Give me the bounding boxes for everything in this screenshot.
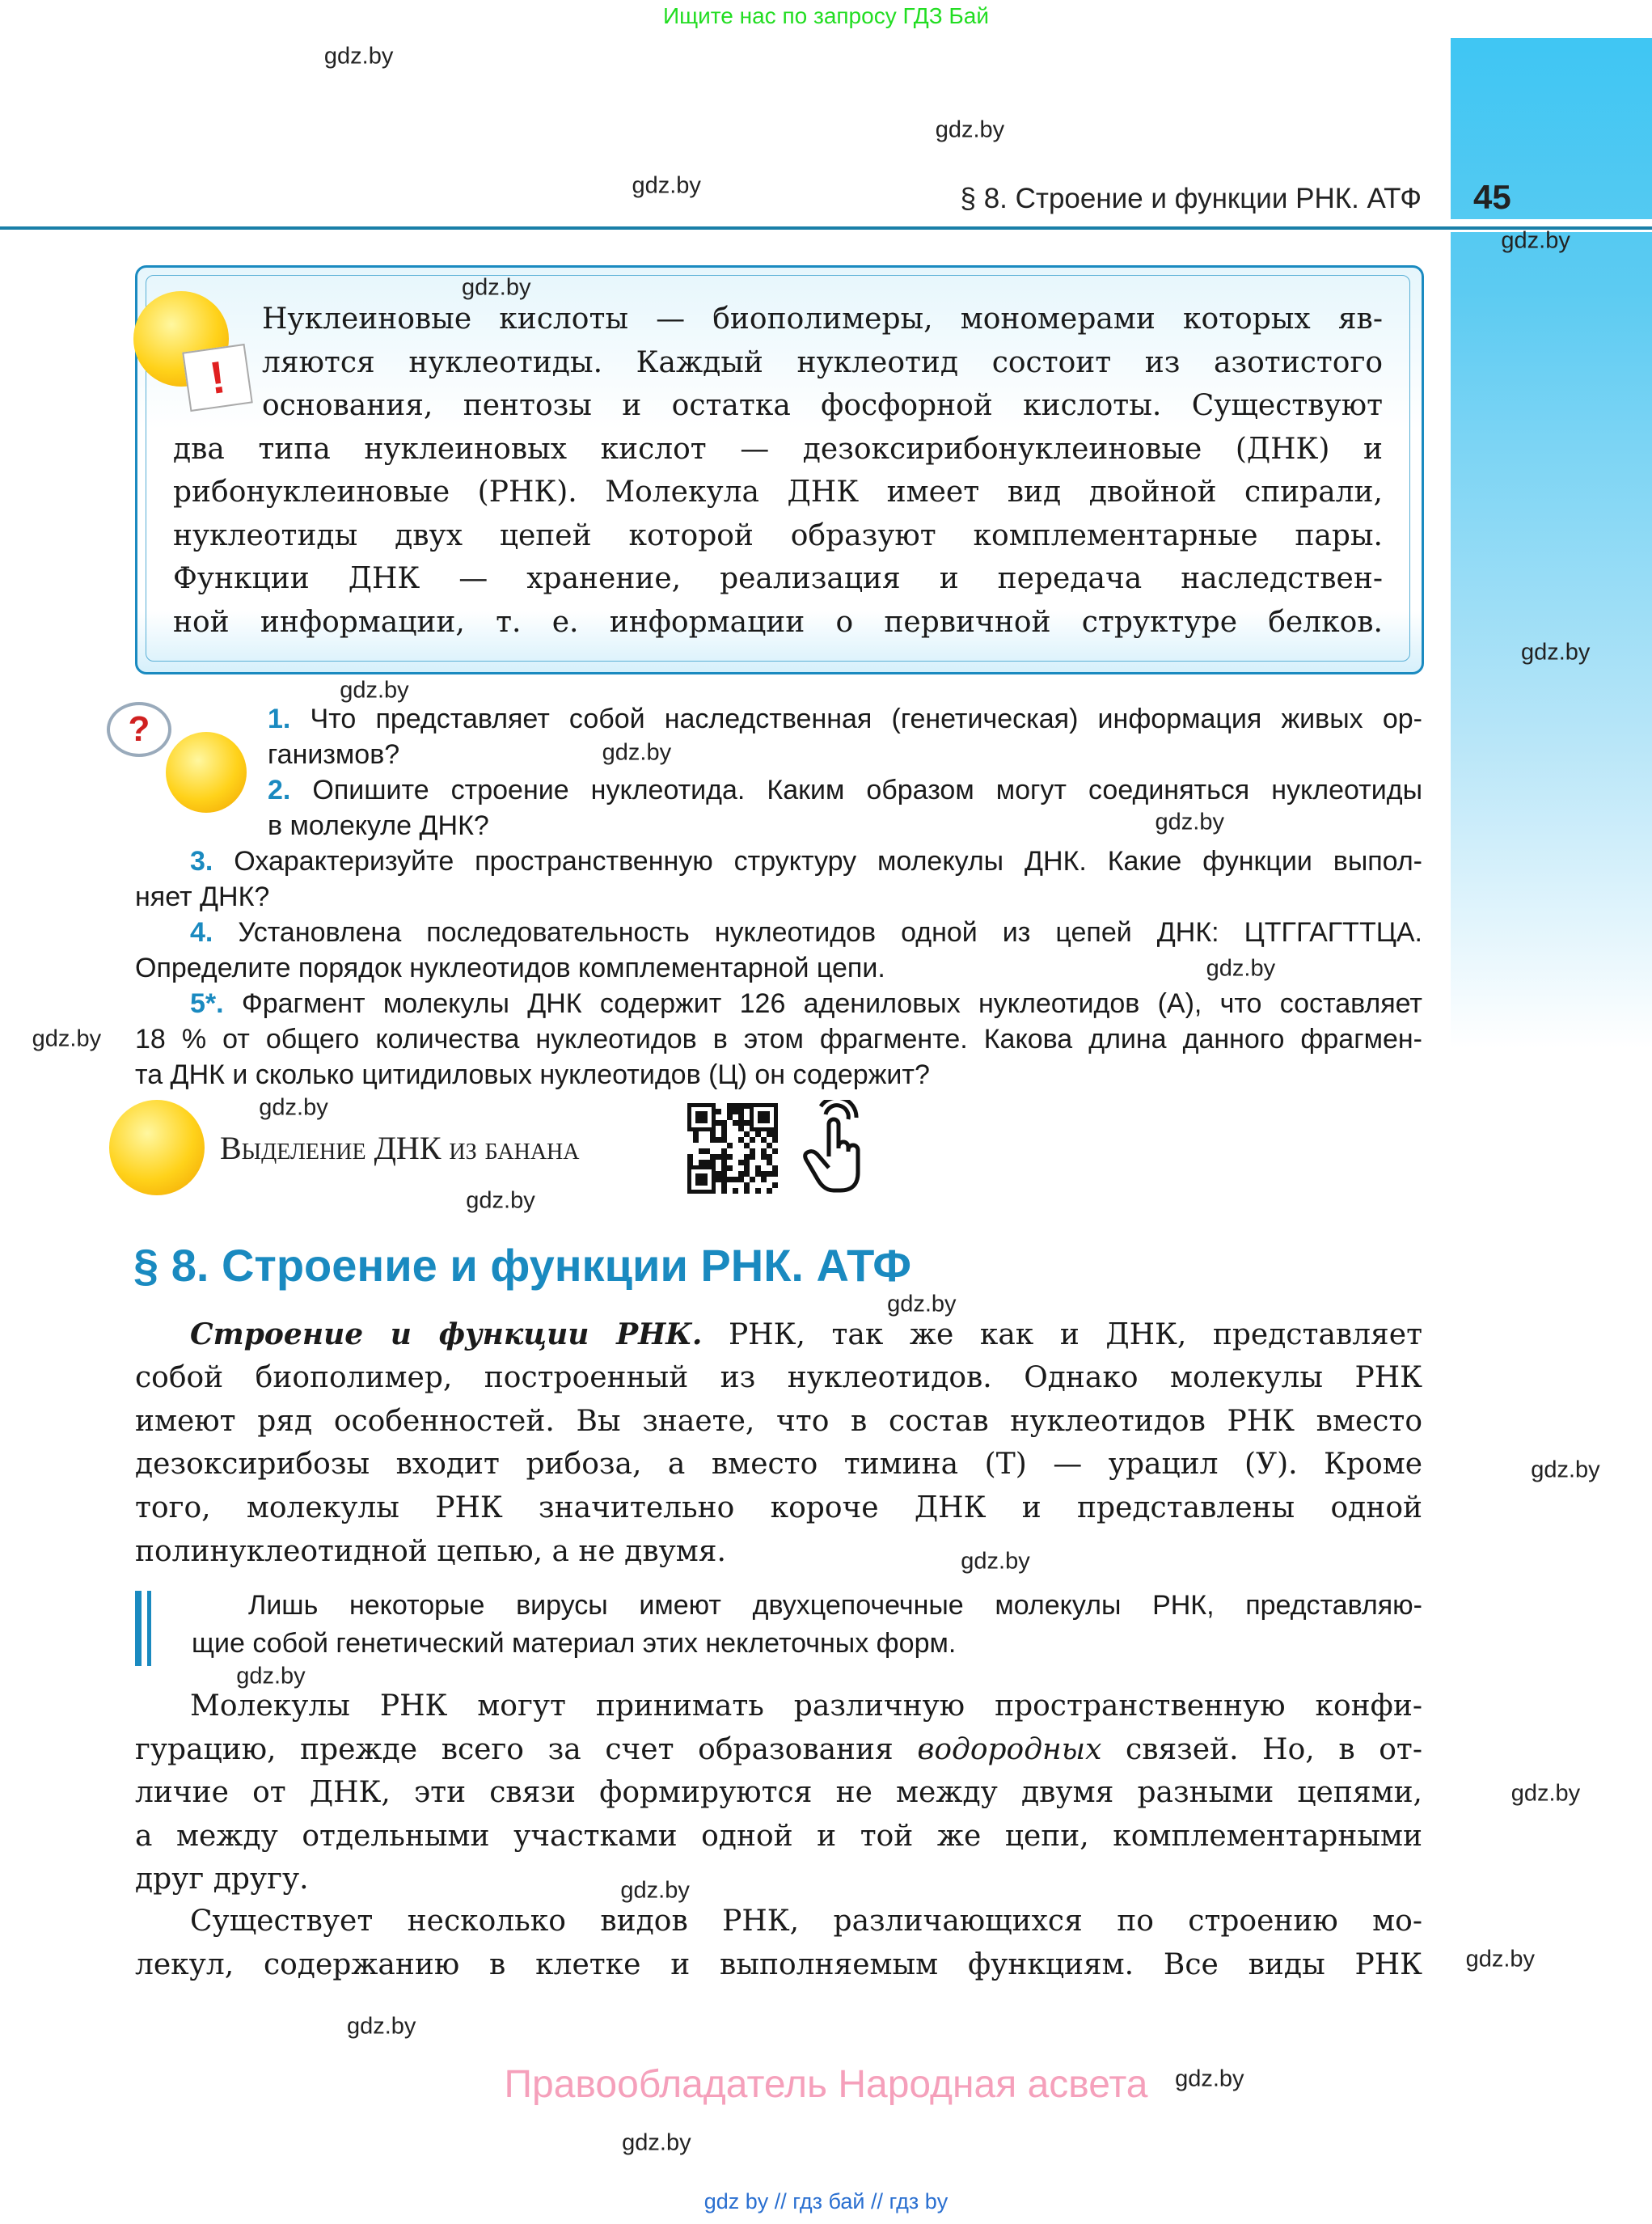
note-line: Лишь некоторые вирусы имеют двухцепочечные молекулы РНК, представляю- [248,1590,1422,1621]
experiment-link[interactable]: Выделение ДНК из банана [220,1130,580,1166]
key-box-line: два типа нуклеиновых кислот — дезоксирибонуклеиновые (ДНК) и [173,432,1383,466]
note-bar-thin [147,1591,151,1666]
paragraph-text: РНК, так же как и ДНК, представляет [702,1318,1422,1351]
watermark: gdz.by [340,677,409,704]
question-text: 18 % от общего количества нуклеотидов в этом фрагменте. Какова длина данного фрагмен- [135,1024,1422,1055]
key-box-line: рибонуклеиновые (РНК). Молекула ДНК имеет вид двойной спирали, [173,476,1383,509]
watermark: gdz.by [961,1548,1030,1575]
question-line [190,915,1422,950]
note-bar [135,1591,142,1666]
paragraph-text: собой биополимер, построенный из нуклеотидов. Однако молекулы РНК [135,1360,1422,1394]
paragraph-line [135,1400,1422,1444]
paragraph-text: а между отдельными участками одной и той же цепи, комплементарными [135,1819,1422,1853]
question-text: Фрагмент молекулы ДНК содержит 126 адениловых нуклеотидов (А), что составляет [241,988,1422,1019]
key-box-line: нуклеотиды двух цепей которой образуют комплементарные пары. [173,518,1383,552]
paragraph-line [135,1356,1422,1400]
smiley-thinking-icon [166,732,247,813]
promo-text: Ищите нас по запросу ГДЗ Бай [662,3,990,28]
paragraph-line [135,1728,1422,1772]
question-line [268,737,1422,772]
watermark: gdz.by [1155,809,1224,835]
question-line [190,986,1422,1021]
qr-code-icon[interactable] [687,1103,778,1194]
paragraph-line [135,1771,1422,1815]
paragraph-text: имеют ряд особенностей. Вы знаете, что в состав нуклеотидов РНК вместо [135,1404,1422,1438]
header-rule [0,226,1652,230]
paragraph-text: личие от ДНК, эти связи формируются не между двумя разными цепями, [135,1776,1422,1810]
question-bubble-icon: ? [107,702,171,757]
question-line [190,844,1422,879]
watermark: gdz.by [1501,227,1570,254]
paragraph-line [190,1313,1422,1356]
paragraph-text: Молекулы РНК могут принимать различную пространственную конфи- [190,1689,1422,1723]
smiley-magnifier-icon [109,1100,205,1195]
paragraph-text: гурацию, прежде всего за счет образования [135,1732,918,1766]
watermark: gdz.by [1465,1946,1536,1972]
section-heading: § 8. Строение и функции РНК. АТФ [133,1240,912,1291]
question-number: 4. [190,917,213,948]
watermark: gdz.by [1206,955,1276,982]
question-text: ганизмов? [268,739,400,770]
question-text: няет ДНК? [135,882,270,912]
watermark: gdz.by [259,1094,328,1121]
page-number: 45 [1473,178,1511,216]
key-box-line: Функции ДНК — хранение, реализация и передача наследствен- [173,562,1383,595]
paragraph-line [135,1486,1422,1530]
question-number: 5*. [190,988,224,1019]
exclamation-card-icon: ! [182,344,253,412]
paragraph-line: лекул, содержанию в клетке и выполняемым функциям. Все виды РНК [135,1948,1422,1981]
watermark: gdz.by [935,116,1005,143]
question-line [135,1057,1422,1093]
key-box-line: основания, пентозы и остатка фосфорной кислоты. Существуют [262,389,1383,422]
paragraph-line [135,1530,1422,1574]
key-box-line: Нуклеиновые кислоты — биополимеры, мономерами которых яв- [262,302,1383,336]
question-text: Опишите строение нуклеотида. Каким образом могут соединяться нуклеотиды [312,775,1423,805]
question-text: Что представляет собой наследственная (генетическая) информация живых ор- [310,704,1422,734]
watermark: gdz.by [1520,639,1591,666]
paragraph-text: дезоксирибозы входит рибоза, а вместо тимина (Т) — урацил (У). Кроме [135,1448,1422,1482]
paragraph-line [135,1815,1422,1858]
key-box-line: ляются нуклеотиды. Каждый нуклеотид состоит из азотистого [262,345,1383,379]
note-line: щие собой генетический материал этих неклеточных форм. [192,1628,957,1659]
watermark: gdz.by [620,1877,690,1904]
question-text: Установлена последовательность нуклеотидов одной из цепей ДНК: ЦТГГАГТТЦА. [238,917,1422,948]
question-number: 1. [268,704,291,734]
watermark: gdz.by [462,274,531,301]
paragraph-line: Существует несколько видов РНК, различающихся по строению мо- [190,1905,1422,1938]
question-number: 3. [190,846,213,877]
question-text: Охарактеризуйте пространственную структуру молекулы ДНК. Какие функции выпол- [234,846,1422,877]
paragraph-text: связей. Но, в от- [1101,1732,1422,1766]
hand-pointer-icon[interactable] [796,1100,869,1197]
watermark: gdz.by [632,172,701,199]
question-number: 2. [268,775,291,805]
question-text: Определите порядок нуклеотидов комплементарной цепи. [135,953,885,983]
question-line [268,772,1422,808]
paragraph-line [135,1858,1422,1901]
watermark: gdz.by [1175,2065,1244,2092]
question-line [135,1021,1422,1057]
paragraph-text: того, молекулы РНК значительно короче ДНК и представлены одной [135,1491,1422,1525]
paragraph-lead: Строение и функции РНК. [190,1317,703,1351]
watermark: gdz.by [887,1291,957,1317]
running-title: § 8. Строение и функции РНК. АТФ [960,183,1422,214]
watermark: gdz.by [466,1187,535,1214]
watermark: gdz.by [1531,1457,1600,1483]
watermark: gdz.by [602,739,672,766]
question-text: в молекуле ДНК? [268,810,489,841]
paragraph-text: друг другу. [135,1862,309,1896]
paragraph-line [135,1443,1422,1486]
watermark: gdz.by [236,1663,306,1689]
question-line [135,879,1422,915]
question-line [268,701,1422,737]
watermark: gdz.by [346,2013,416,2040]
key-box-line: ной информации, т. е. информации о первичной структуре белков. [173,605,1383,639]
question-line [268,808,1422,844]
copyright-notice: Правообладатель Народная асвета [504,2063,1148,2106]
paragraph-text: полинуклеотидной цепью, а не двумя. [135,1535,726,1568]
watermark: gdz.by [323,43,394,70]
italic-term: водородных [917,1732,1102,1766]
watermark: gdz.by [622,2129,691,2156]
watermark: gdz.by [32,1025,102,1052]
footer-links[interactable]: gdz by // гдз бай // гдз by [703,2189,949,2213]
paragraph-line [190,1685,1422,1728]
watermark: gdz.by [1510,1780,1581,1807]
question-text: та ДНК и сколько цитидиловых нуклеотидов (Ц) он содержит? [135,1059,930,1090]
